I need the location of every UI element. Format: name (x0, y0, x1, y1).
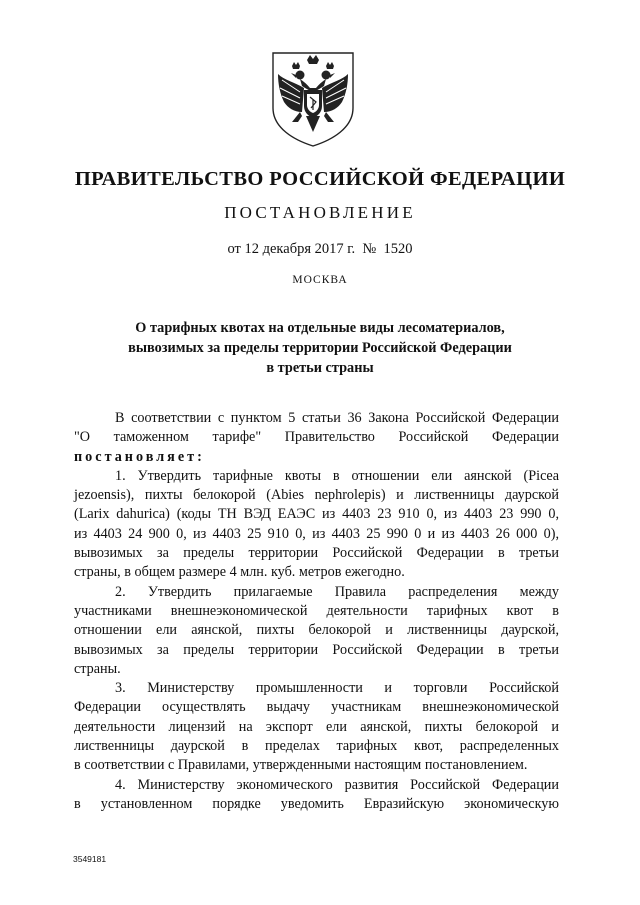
subject-line: вывозимых за пределы территории Российской Федерации (128, 340, 512, 356)
date-and-number: от 12 декабря 2017 г. № 1520 (227, 241, 413, 257)
subject-line: в третьи страны (266, 360, 374, 376)
body-line: jezoensis), пихты белокорой (Abies nephrolepis) и лиственницы даурской (74, 487, 559, 504)
body-line: (Larix dahurica) (коды ТН ВЭД ЕАЭС из 4403 23 910 0, из 4403 23 990 0, (74, 506, 559, 523)
resolution-word: постановляет: (74, 448, 205, 465)
body-line: "О таможенном тарифе" Правительство Российской Федерации (74, 429, 559, 446)
body-line: в установленном порядке уведомить Евразийскую экономическую (74, 795, 559, 812)
city: МОСКВА (292, 274, 348, 286)
government-title: ПРАВИТЕЛЬСТВО РОССИЙСКОЙ ФЕДЕРАЦИИ (74, 168, 566, 190)
body-line: вывозимых за пределы территории Российской Федерации в третьи (74, 545, 559, 562)
body-line (74, 448, 559, 467)
document-type: ПОСТАНОВЛЕНИЕ (224, 203, 416, 222)
body-line: 3. Министерству промышленности и торговли Российской (115, 680, 559, 697)
body-line: отношении ели аянской, пихты белокорой и лиственницы даурской, (74, 622, 559, 639)
body-line: в соответствии с Правилами, утвержденными настоящим постановлением. (74, 757, 528, 774)
body-line: 2. Утвердить прилагаемые Правила распределения между (115, 583, 559, 600)
body-line: Федерации осуществлять выдачу участникам внешнеэкономической (74, 699, 559, 716)
coat-of-arms-icon (270, 50, 356, 148)
document-subject (60, 318, 580, 378)
body-line: деятельности лицензий на экспорт ели аянской, пихты белокорой и (74, 718, 559, 735)
body-line: страны, в общем размере 4 млн. куб. метров ежегодно. (74, 564, 405, 581)
document-id: 3549181 (73, 854, 107, 864)
body-line: 1. Утвердить тарифные квоты в отношении ели аянской (Picea (115, 467, 559, 484)
body-line: страны. (74, 660, 121, 677)
body-line: участниками внешнеэкономической деятельности тарифных квот в (74, 602, 559, 619)
body-line: В соответствии с пунктом 5 статьи 36 Закона Российской Федерации (115, 410, 559, 426)
body-line: лиственницы даурской в пределах тарифных квот, распределенных (74, 738, 559, 755)
body-line: 4. Министерству экономического развития Российской Федерации (115, 776, 559, 793)
body-line: из 4403 24 900 0, из 4403 25 910 0, из 4403 25 990 0 и из 4403 26 000 0), (74, 525, 559, 542)
subject-line: О тарифных квотах на отдельные виды лесоматериалов, (135, 320, 505, 336)
document-body (74, 409, 559, 814)
body-line: вывозимых за пределы территории Российской Федерации в третьи (74, 641, 559, 658)
